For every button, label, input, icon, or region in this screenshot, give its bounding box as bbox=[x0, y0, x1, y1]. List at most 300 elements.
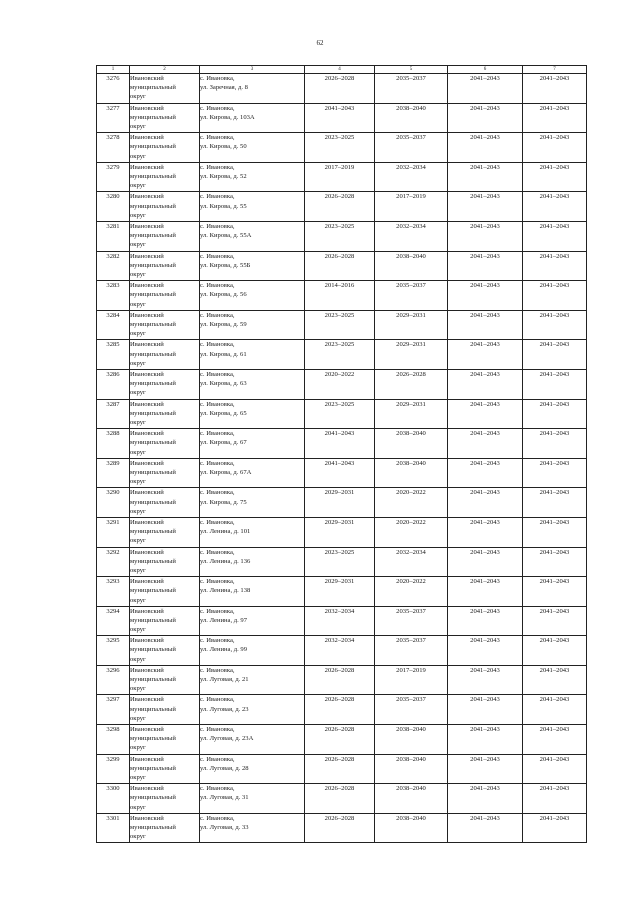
address-line: ул. Кирова, д. 55 bbox=[200, 202, 247, 210]
district-line: Ивановский bbox=[130, 222, 164, 230]
district-line: Ивановский bbox=[130, 578, 164, 586]
row-number-cell: 3288 bbox=[97, 429, 130, 459]
address-cell bbox=[200, 458, 305, 488]
address-line: с. Ивановка, bbox=[200, 518, 235, 526]
district-line: Ивановский bbox=[130, 459, 164, 467]
period-col7-cell: 2041–2043 bbox=[523, 665, 587, 695]
district-line: муниципальный bbox=[130, 143, 176, 151]
district-line: Ивановский bbox=[130, 489, 164, 497]
period-col7-cell: 2041–2043 bbox=[523, 74, 587, 104]
district-line: округ bbox=[130, 418, 146, 426]
district-line: округ bbox=[130, 537, 146, 545]
address-line: с. Ивановка, bbox=[200, 222, 235, 230]
table-row bbox=[97, 577, 587, 607]
page-number: 62 bbox=[316, 39, 324, 47]
table-row bbox=[97, 310, 587, 340]
row-number-cell: 3300 bbox=[97, 784, 130, 814]
period-col6-cell: 2041–2043 bbox=[448, 577, 523, 607]
table-row bbox=[97, 251, 587, 281]
district-cell bbox=[130, 281, 200, 311]
row-number-cell: 3295 bbox=[97, 636, 130, 666]
district-line: Ивановский bbox=[130, 518, 164, 526]
period-col6-cell: 2041–2043 bbox=[448, 725, 523, 755]
period-col6-cell: 2041–2043 bbox=[448, 281, 523, 311]
period-col5-cell: 2038–2040 bbox=[375, 813, 448, 843]
address-line: с. Ивановка, bbox=[200, 696, 235, 704]
address-line: ул. Луговая, д. 33 bbox=[200, 824, 249, 832]
row-number-cell: 3301 bbox=[97, 813, 130, 843]
address-cell bbox=[200, 547, 305, 577]
address-line: с. Ивановка, bbox=[200, 637, 235, 645]
column-header: 4 bbox=[305, 66, 375, 74]
district-cell bbox=[130, 665, 200, 695]
period-col7-cell: 2041–2043 bbox=[523, 192, 587, 222]
address-line: ул. Кирова, д. 67 bbox=[200, 439, 247, 447]
table-row bbox=[97, 133, 587, 163]
row-number-cell: 3286 bbox=[97, 369, 130, 399]
row-number-cell: 3292 bbox=[97, 547, 130, 577]
period-col5-cell: 2029–2031 bbox=[375, 310, 448, 340]
period-col6-cell: 2041–2043 bbox=[448, 103, 523, 133]
district-line: Ивановский bbox=[130, 400, 164, 408]
period-col4-cell: 2017–2019 bbox=[305, 162, 375, 192]
period-col4-cell: 2023–2025 bbox=[305, 221, 375, 251]
district-line: муниципальный bbox=[130, 705, 176, 713]
period-col5-cell: 2038–2040 bbox=[375, 458, 448, 488]
table-row bbox=[97, 695, 587, 725]
district-cell bbox=[130, 754, 200, 784]
period-col6-cell: 2041–2043 bbox=[448, 813, 523, 843]
period-col7-cell: 2041–2043 bbox=[523, 725, 587, 755]
period-col4-cell: 2029–2031 bbox=[305, 517, 375, 547]
registry-table bbox=[96, 65, 587, 843]
period-col5-cell: 2029–2031 bbox=[375, 340, 448, 370]
district-line: Ивановский bbox=[130, 785, 164, 793]
period-col4-cell: 2023–2025 bbox=[305, 310, 375, 340]
district-line: округ bbox=[130, 270, 146, 278]
address-cell bbox=[200, 665, 305, 695]
district-line: округ bbox=[130, 93, 146, 101]
address-line: ул. Кирова, д. 56 bbox=[200, 291, 247, 299]
district-line: округ bbox=[130, 803, 146, 811]
column-header: 7 bbox=[523, 66, 587, 74]
district-line: муниципальный bbox=[130, 646, 176, 654]
district-line: муниципальный bbox=[130, 616, 176, 624]
district-line: муниципальный bbox=[130, 764, 176, 772]
district-line: округ bbox=[130, 182, 146, 190]
district-line: муниципальный bbox=[130, 261, 176, 269]
period-col4-cell: 2014–2016 bbox=[305, 281, 375, 311]
table-row bbox=[97, 754, 587, 784]
district-line: муниципальный bbox=[130, 528, 176, 536]
table-row bbox=[97, 636, 587, 666]
district-line: Ивановский bbox=[130, 252, 164, 260]
address-cell bbox=[200, 281, 305, 311]
period-col6-cell: 2041–2043 bbox=[448, 399, 523, 429]
period-col6-cell: 2041–2043 bbox=[448, 488, 523, 518]
district-line: Ивановский bbox=[130, 341, 164, 349]
period-col4-cell: 2026–2028 bbox=[305, 725, 375, 755]
period-col7-cell: 2041–2043 bbox=[523, 340, 587, 370]
row-number-cell: 3279 bbox=[97, 162, 130, 192]
period-col7-cell: 2041–2043 bbox=[523, 754, 587, 784]
period-col7-cell: 2041–2043 bbox=[523, 251, 587, 281]
address-cell bbox=[200, 636, 305, 666]
district-cell bbox=[130, 399, 200, 429]
period-col6-cell: 2041–2043 bbox=[448, 133, 523, 163]
district-line: Ивановский bbox=[130, 755, 164, 763]
row-number-cell: 3296 bbox=[97, 665, 130, 695]
table-row bbox=[97, 813, 587, 843]
district-line: округ bbox=[130, 833, 146, 841]
district-line: Ивановский bbox=[130, 726, 164, 734]
period-col4-cell: 2026–2028 bbox=[305, 251, 375, 281]
period-col5-cell: 2026–2028 bbox=[375, 369, 448, 399]
row-number-cell: 3294 bbox=[97, 606, 130, 636]
address-line: с. Ивановка, bbox=[200, 282, 235, 290]
district-line: Ивановский bbox=[130, 430, 164, 438]
district-cell bbox=[130, 517, 200, 547]
address-line: с. Ивановка, bbox=[200, 341, 235, 349]
row-number-cell: 3278 bbox=[97, 133, 130, 163]
row-number-cell: 3285 bbox=[97, 340, 130, 370]
address-cell bbox=[200, 429, 305, 459]
period-col6-cell: 2041–2043 bbox=[448, 458, 523, 488]
column-header: 3 bbox=[200, 66, 305, 74]
period-col4-cell: 2041–2043 bbox=[305, 458, 375, 488]
district-line: округ bbox=[130, 448, 146, 456]
district-line: муниципальный bbox=[130, 320, 176, 328]
district-cell bbox=[130, 340, 200, 370]
address-line: ул. Луговая, д. 23 bbox=[200, 705, 249, 713]
row-number-cell: 3283 bbox=[97, 281, 130, 311]
district-cell bbox=[130, 133, 200, 163]
period-col6-cell: 2041–2043 bbox=[448, 517, 523, 547]
period-col5-cell: 2035–2037 bbox=[375, 695, 448, 725]
district-line: округ bbox=[130, 389, 146, 397]
table-row bbox=[97, 606, 587, 636]
address-cell bbox=[200, 74, 305, 104]
period-col6-cell: 2041–2043 bbox=[448, 340, 523, 370]
table-row bbox=[97, 103, 587, 133]
address-line: с. Ивановка, bbox=[200, 814, 235, 822]
district-line: Ивановский bbox=[130, 193, 164, 201]
address-cell bbox=[200, 162, 305, 192]
district-line: муниципальный bbox=[130, 202, 176, 210]
address-line: ул. Ленина, д. 136 bbox=[200, 557, 251, 565]
district-line: Ивановский bbox=[130, 548, 164, 556]
address-cell bbox=[200, 725, 305, 755]
district-line: Ивановский bbox=[130, 75, 164, 82]
period-col6-cell: 2041–2043 bbox=[448, 369, 523, 399]
district-cell bbox=[130, 725, 200, 755]
row-number-cell: 3277 bbox=[97, 103, 130, 133]
table-row bbox=[97, 488, 587, 518]
table-row bbox=[97, 281, 587, 311]
district-cell bbox=[130, 458, 200, 488]
period-col7-cell: 2041–2043 bbox=[523, 458, 587, 488]
period-col6-cell: 2041–2043 bbox=[448, 192, 523, 222]
district-line: Ивановский bbox=[130, 696, 164, 704]
period-col5-cell: 2020–2022 bbox=[375, 488, 448, 518]
period-col7-cell: 2041–2043 bbox=[523, 369, 587, 399]
period-col7-cell: 2041–2043 bbox=[523, 636, 587, 666]
address-cell bbox=[200, 606, 305, 636]
address-line: ул. Луговая, д. 28 bbox=[200, 764, 249, 772]
district-line: округ bbox=[130, 300, 146, 308]
table-row bbox=[97, 725, 587, 755]
district-line: округ bbox=[130, 566, 146, 574]
period-col7-cell: 2041–2043 bbox=[523, 813, 587, 843]
address-line: ул. Кирова, д. 75 bbox=[200, 498, 247, 506]
address-line: ул. Ленина, д. 101 bbox=[200, 528, 251, 536]
table-row bbox=[97, 547, 587, 577]
district-line: Ивановский bbox=[130, 282, 164, 290]
period-col5-cell: 2032–2034 bbox=[375, 162, 448, 192]
period-col7-cell: 2041–2043 bbox=[523, 606, 587, 636]
district-cell bbox=[130, 74, 200, 104]
period-col4-cell: 2023–2025 bbox=[305, 547, 375, 577]
table-row bbox=[97, 192, 587, 222]
district-line: Ивановский bbox=[130, 814, 164, 822]
period-col6-cell: 2041–2043 bbox=[448, 784, 523, 814]
district-line: муниципальный bbox=[130, 735, 176, 743]
district-cell bbox=[130, 103, 200, 133]
row-number-cell: 3276 bbox=[97, 74, 130, 104]
district-line: муниципальный bbox=[130, 794, 176, 802]
district-line: округ bbox=[130, 685, 146, 693]
address-line: с. Ивановка, bbox=[200, 489, 235, 497]
district-line: муниципальный bbox=[130, 557, 176, 565]
period-col5-cell: 2038–2040 bbox=[375, 251, 448, 281]
address-line: с. Ивановка, bbox=[200, 311, 235, 319]
table-row bbox=[97, 458, 587, 488]
period-col7-cell: 2041–2043 bbox=[523, 695, 587, 725]
address-cell bbox=[200, 517, 305, 547]
address-line: ул. Ленина, д. 99 bbox=[200, 646, 248, 654]
district-cell bbox=[130, 695, 200, 725]
table-row bbox=[97, 74, 587, 104]
row-number-cell: 3284 bbox=[97, 310, 130, 340]
address-cell bbox=[200, 103, 305, 133]
district-line: округ bbox=[130, 507, 146, 515]
table-row bbox=[97, 665, 587, 695]
district-cell bbox=[130, 251, 200, 281]
district-line: округ bbox=[130, 123, 146, 130]
address-line: с. Ивановка, bbox=[200, 666, 235, 674]
district-cell bbox=[130, 369, 200, 399]
district-cell bbox=[130, 429, 200, 459]
district-line: муниципальный bbox=[130, 468, 176, 476]
period-col4-cell: 2032–2034 bbox=[305, 636, 375, 666]
district-line: муниципальный bbox=[130, 172, 176, 180]
column-header: 2 bbox=[130, 66, 200, 74]
address-cell bbox=[200, 340, 305, 370]
district-line: муниципальный bbox=[130, 291, 176, 299]
period-col4-cell: 2029–2031 bbox=[305, 488, 375, 518]
period-col4-cell: 2026–2028 bbox=[305, 784, 375, 814]
address-line: с. Ивановка, bbox=[200, 104, 235, 112]
period-col7-cell: 2041–2043 bbox=[523, 281, 587, 311]
address-line: с. Ивановка, bbox=[200, 163, 235, 171]
period-col7-cell: 2041–2043 bbox=[523, 784, 587, 814]
period-col5-cell: 2029–2031 bbox=[375, 399, 448, 429]
address-line: ул. Кирова, д. 52 bbox=[200, 172, 247, 180]
period-col4-cell: 2026–2028 bbox=[305, 192, 375, 222]
column-header: 1 bbox=[97, 66, 130, 74]
address-cell bbox=[200, 754, 305, 784]
district-line: муниципальный bbox=[130, 113, 176, 121]
table-row bbox=[97, 399, 587, 429]
district-line: округ bbox=[130, 655, 146, 663]
district-cell bbox=[130, 577, 200, 607]
address-line: с. Ивановка, bbox=[200, 75, 235, 82]
period-col4-cell: 2023–2025 bbox=[305, 399, 375, 429]
address-cell bbox=[200, 577, 305, 607]
period-col7-cell: 2041–2043 bbox=[523, 103, 587, 133]
address-line: ул. Ленина, д. 138 bbox=[200, 587, 251, 595]
period-col5-cell: 2032–2034 bbox=[375, 547, 448, 577]
period-col5-cell: 2038–2040 bbox=[375, 784, 448, 814]
address-line: ул. Кирова, д. 55А bbox=[200, 232, 252, 240]
address-line: ул. Ленина, д. 97 bbox=[200, 616, 248, 624]
table-row bbox=[97, 221, 587, 251]
table-row bbox=[97, 369, 587, 399]
address-line: с. Ивановка, bbox=[200, 252, 235, 260]
period-col4-cell: 2041–2043 bbox=[305, 103, 375, 133]
address-cell bbox=[200, 192, 305, 222]
table-row bbox=[97, 784, 587, 814]
district-cell bbox=[130, 221, 200, 251]
district-line: округ bbox=[130, 478, 146, 486]
period-col4-cell: 2023–2025 bbox=[305, 133, 375, 163]
row-number-cell: 3289 bbox=[97, 458, 130, 488]
address-line: с. Ивановка, bbox=[200, 607, 235, 615]
district-cell bbox=[130, 784, 200, 814]
district-line: Ивановский bbox=[130, 134, 164, 142]
column-number-row bbox=[97, 66, 587, 74]
row-number-cell: 3287 bbox=[97, 399, 130, 429]
period-col6-cell: 2041–2043 bbox=[448, 429, 523, 459]
district-cell bbox=[130, 813, 200, 843]
period-col7-cell: 2041–2043 bbox=[523, 547, 587, 577]
row-number-cell: 3293 bbox=[97, 577, 130, 607]
address-line: с. Ивановка, bbox=[200, 578, 235, 586]
district-line: Ивановский bbox=[130, 637, 164, 645]
table-row bbox=[97, 517, 587, 547]
row-number-cell: 3280 bbox=[97, 192, 130, 222]
address-cell bbox=[200, 369, 305, 399]
district-line: округ bbox=[130, 744, 146, 752]
district-line: округ bbox=[130, 714, 146, 722]
table-row bbox=[97, 162, 587, 192]
period-col4-cell: 2026–2028 bbox=[305, 754, 375, 784]
district-cell bbox=[130, 606, 200, 636]
address-line: с. Ивановка, bbox=[200, 134, 235, 142]
period-col6-cell: 2041–2043 bbox=[448, 74, 523, 104]
district-line: муниципальный bbox=[130, 350, 176, 358]
row-number-cell: 3297 bbox=[97, 695, 130, 725]
address-line: ул. Кирова, д. 103А bbox=[200, 113, 255, 121]
period-col7-cell: 2041–2043 bbox=[523, 133, 587, 163]
address-line: ул. Луговая, д. 31 bbox=[200, 794, 249, 802]
period-col6-cell: 2041–2043 bbox=[448, 162, 523, 192]
address-cell bbox=[200, 813, 305, 843]
row-number-cell: 3282 bbox=[97, 251, 130, 281]
period-col7-cell: 2041–2043 bbox=[523, 221, 587, 251]
address-cell bbox=[200, 695, 305, 725]
district-line: Ивановский bbox=[130, 104, 164, 112]
district-line: Ивановский bbox=[130, 370, 164, 378]
address-line: с. Ивановка, bbox=[200, 400, 235, 408]
district-line: Ивановский bbox=[130, 163, 164, 171]
district-line: муниципальный bbox=[130, 824, 176, 832]
period-col7-cell: 2041–2043 bbox=[523, 429, 587, 459]
district-line: округ bbox=[130, 626, 146, 634]
district-cell bbox=[130, 547, 200, 577]
table-row bbox=[97, 340, 587, 370]
period-col5-cell: 2038–2040 bbox=[375, 103, 448, 133]
district-line: муниципальный bbox=[130, 587, 176, 595]
address-line: с. Ивановка, bbox=[200, 459, 235, 467]
period-col6-cell: 2041–2043 bbox=[448, 251, 523, 281]
address-cell bbox=[200, 310, 305, 340]
address-line: с. Ивановка, bbox=[200, 193, 235, 201]
district-cell bbox=[130, 310, 200, 340]
row-number-cell: 3299 bbox=[97, 754, 130, 784]
address-line: ул. Луговая, д. 23А bbox=[200, 735, 254, 743]
period-col7-cell: 2041–2043 bbox=[523, 310, 587, 340]
period-col5-cell: 2020–2022 bbox=[375, 577, 448, 607]
address-line: с. Ивановка, bbox=[200, 548, 235, 556]
address-cell bbox=[200, 784, 305, 814]
period-col6-cell: 2041–2043 bbox=[448, 665, 523, 695]
district-line: округ bbox=[130, 241, 146, 249]
address-line: с. Ивановка, bbox=[200, 430, 235, 438]
district-cell bbox=[130, 192, 200, 222]
district-line: округ bbox=[130, 774, 146, 782]
period-col7-cell: 2041–2043 bbox=[523, 399, 587, 429]
period-col6-cell: 2041–2043 bbox=[448, 221, 523, 251]
district-line: округ bbox=[130, 330, 146, 338]
period-col4-cell: 2026–2028 bbox=[305, 74, 375, 104]
period-col5-cell: 2020–2022 bbox=[375, 517, 448, 547]
period-col4-cell: 2032–2034 bbox=[305, 606, 375, 636]
period-col7-cell: 2041–2043 bbox=[523, 488, 587, 518]
district-cell bbox=[130, 162, 200, 192]
period-col5-cell: 2035–2037 bbox=[375, 281, 448, 311]
row-number-cell: 3298 bbox=[97, 725, 130, 755]
district-line: Ивановский bbox=[130, 607, 164, 615]
period-col7-cell: 2041–2043 bbox=[523, 517, 587, 547]
district-line: муниципальный bbox=[130, 380, 176, 388]
address-cell bbox=[200, 251, 305, 281]
district-line: муниципальный bbox=[130, 84, 176, 92]
period-col4-cell: 2023–2025 bbox=[305, 340, 375, 370]
period-col4-cell: 2026–2028 bbox=[305, 695, 375, 725]
period-col5-cell: 2038–2040 bbox=[375, 725, 448, 755]
period-col5-cell: 2032–2034 bbox=[375, 221, 448, 251]
district-cell bbox=[130, 488, 200, 518]
period-col5-cell: 2017–2019 bbox=[375, 192, 448, 222]
row-number-cell: 3281 bbox=[97, 221, 130, 251]
address-line: с. Ивановка, bbox=[200, 755, 235, 763]
district-cell bbox=[130, 636, 200, 666]
period-col6-cell: 2041–2043 bbox=[448, 606, 523, 636]
district-line: Ивановский bbox=[130, 666, 164, 674]
address-line: ул. Кирова, д. 61 bbox=[200, 350, 247, 358]
period-col6-cell: 2041–2043 bbox=[448, 547, 523, 577]
